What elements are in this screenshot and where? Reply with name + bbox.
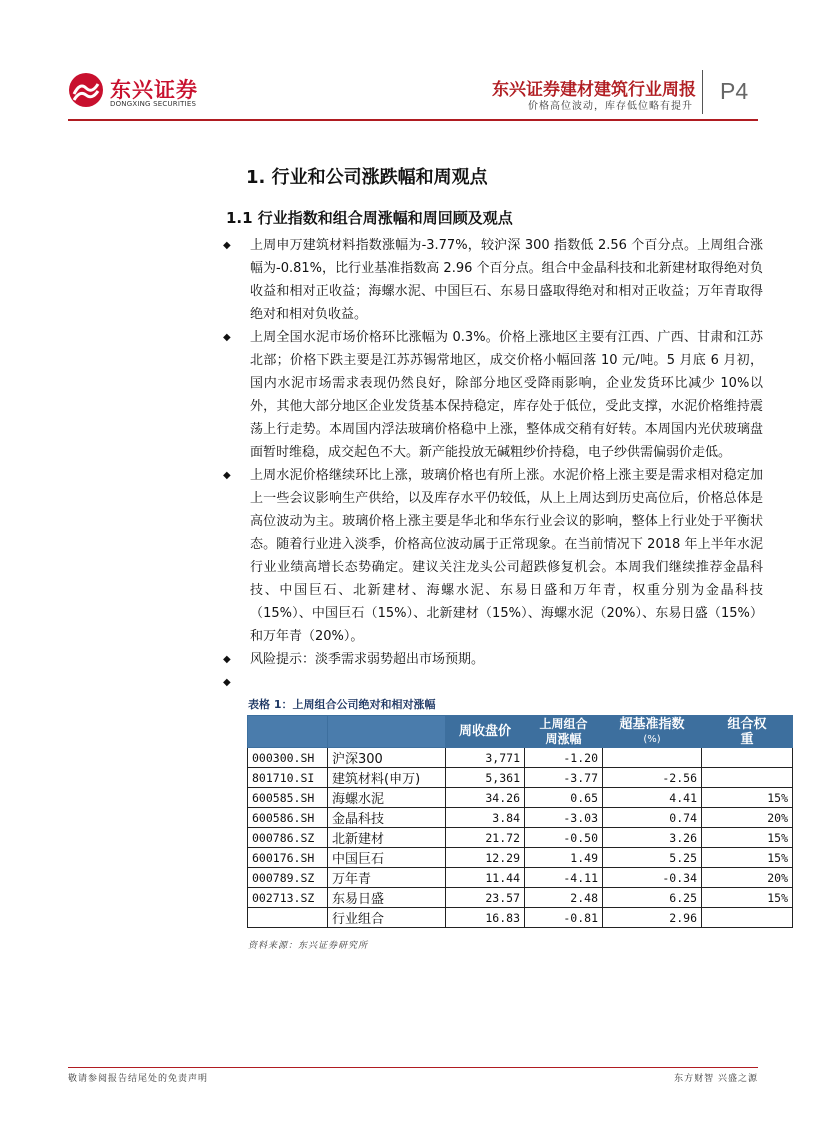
header-divider [702, 70, 703, 114]
diamond-bullet-icon: ◆ [223, 470, 231, 481]
table-row [248, 828, 793, 848]
cell-code: 002713.SZ [248, 888, 328, 908]
cell-code: 000300.SH [248, 748, 328, 768]
table-row [248, 888, 793, 908]
table-row [248, 808, 793, 828]
diamond-bullet-icon: ◆ [223, 332, 231, 343]
diamond-bullet-icon: ◆ [223, 654, 231, 665]
header-name [328, 716, 446, 748]
cell-change: -3.03 [525, 808, 603, 828]
bullet-item [223, 648, 763, 671]
cell-excess: 0.74 [603, 808, 702, 828]
cell-change: 1.49 [525, 848, 603, 868]
cell-name: 建筑材料(申万) [328, 768, 446, 788]
cell-change: -4.11 [525, 868, 603, 888]
cell-code [248, 908, 328, 928]
bullet-item [223, 234, 763, 326]
cell-excess: 4.41 [603, 788, 702, 808]
cell-weight: 15% [702, 788, 793, 808]
diamond-bullet-icon: ◆ [223, 240, 231, 251]
cell-name: 中国巨石 [328, 848, 446, 868]
cell-name: 沪深300 [328, 748, 446, 768]
bullet-list [223, 234, 763, 694]
report-subtitle: 价格高位波动，库存低位略有提升 [528, 101, 693, 112]
bullet-item [223, 464, 763, 648]
portfolio-table [247, 715, 793, 928]
cell-name: 东易日盛 [328, 888, 446, 908]
bullet-text: 上周水泥价格继续环比上涨，玻璃价格也有所上涨。水泥价格上涨主要是需求相对稳定加上一些会议影响生产供给，以及库存水平仍较低，从上上周达到历史高位后，价格总体是高位波动为主。玻璃价格上涨主要是华北和华东行业会议的影响，整体上行业处于平衡状态。随着行业进入淡季，价格高位波动属于正常现象。在当前情况下 2018 年上半年水泥行业业绩高增长态势确定。建议关注龙头公司超跌修复机会。本周我们继续推荐金晶科技、中国巨石、北新建材、海螺水泥、东易日盛和万年青，权重分别为金晶科技（15%）、中国巨石（15%）、北新建材（15%）、海螺水泥（20%）、东易日盛（15%）和万年青（20%）。 [250, 468, 763, 644]
section-heading: 1. 行业和公司涨跌幅和周观点 [246, 167, 488, 188]
cell-excess [603, 748, 702, 768]
cell-close: 34.26 [446, 788, 525, 808]
cell-excess: 2.96 [603, 908, 702, 928]
cell-weight [702, 748, 793, 768]
cell-change: 2.48 [525, 888, 603, 908]
cell-code: 000789.SZ [248, 868, 328, 888]
company-logo [68, 72, 208, 112]
cell-change: -1.20 [525, 748, 603, 768]
table-source: 资料来源：东兴证券研究所 [248, 941, 369, 951]
cell-name: 万年青 [328, 868, 446, 888]
table-header-row [248, 716, 793, 748]
table-row [248, 868, 793, 888]
cell-weight [702, 768, 793, 788]
page-number: P4 [720, 78, 749, 104]
cell-close: 23.57 [446, 888, 525, 908]
cell-close: 3.84 [446, 808, 525, 828]
table-row [248, 748, 793, 768]
table-title: 表格 1：上周组合公司绝对和相对涨幅 [248, 698, 436, 711]
cell-code: 600585.SH [248, 788, 328, 808]
header-weight: 组合权 重 [702, 716, 793, 748]
cell-excess: 5.25 [603, 848, 702, 868]
cell-close: 3,771 [446, 748, 525, 768]
cell-weight: 20% [702, 868, 793, 888]
cell-change: 0.65 [525, 788, 603, 808]
footer-disclaimer: 敬请参阅报告结尾处的免责声明 [68, 1074, 209, 1084]
bullet-text: 上周全国水泥市场价格环比涨幅为 0.3%。价格上涨地区主要有江西、广西、甘肃和江苏北部；价格下跌主要是江苏苏锡常地区，成交价格小幅回落 10 元/吨。5 月底 6 月初，国内水泥市场需求表现仍然良好，除部分地区受降雨影响，企业发货环比减少 10%以外，其他大部分地区企业发货基本保持稳定，库存处于低位，受此支撑，水泥价格维持震荡上行走势。本周国内浮法玻璃价格稳中上涨，整体成交稍有好转。本周国内光伏玻璃盘面暂时维稳，成交起色不大。新产能投放无碱粗纱价持稳，电子纱供需偏弱价走低。 [250, 330, 763, 460]
cell-close: 12.29 [446, 848, 525, 868]
cell-code: 600586.SH [248, 808, 328, 828]
cell-code: 600176.SH [248, 848, 328, 868]
logo-english-text: DONGXING SECURITIES [110, 100, 197, 108]
cell-close: 21.72 [446, 828, 525, 848]
footer-rule [68, 1067, 758, 1068]
cell-weight [702, 908, 793, 928]
cell-code: 000786.SZ [248, 828, 328, 848]
header-code [248, 716, 328, 748]
report-title: 东兴证券建材建筑行业周报 [492, 80, 696, 100]
cell-excess: -0.34 [603, 868, 702, 888]
cell-excess: 6.25 [603, 888, 702, 908]
cell-weight: 15% [702, 888, 793, 908]
logo-text: 东兴证券 [110, 78, 198, 102]
header-close: 周收盘价 [446, 716, 525, 748]
bullet-item [223, 671, 763, 694]
bullet-text: 上周申万建筑材料指数涨幅为-3.77%，较沪深 300 指数低 2.56 个百分点。上周组合涨幅为-0.81%，比行业基准指数高 2.96 个百分点。组合中金晶科技和北新建材取得绝对负收益和相对正收益；海螺水泥、中国巨石、东易日盛取得绝对和相对正收益；万年青取得绝对和相对负收益。 [250, 238, 763, 322]
cell-name: 北新建材 [328, 828, 446, 848]
cell-weight: 20% [702, 808, 793, 828]
cell-close: 16.83 [446, 908, 525, 928]
header-excess: 超基准指数 (%) [603, 716, 702, 748]
table-row [248, 768, 793, 788]
cell-weight: 15% [702, 828, 793, 848]
cell-close: 5,361 [446, 768, 525, 788]
table-row [248, 788, 793, 808]
table-row [248, 848, 793, 868]
cell-change: -3.77 [525, 768, 603, 788]
bullet-item [223, 326, 763, 464]
header-rule [68, 119, 758, 121]
cell-code: 801710.SI [248, 768, 328, 788]
cell-excess: 3.26 [603, 828, 702, 848]
dongxing-logo-icon [68, 72, 104, 108]
header-week-change: 上周组合 周涨幅 [525, 716, 603, 748]
cell-excess: -2.56 [603, 768, 702, 788]
cell-name: 海螺水泥 [328, 788, 446, 808]
table-row-total [248, 908, 793, 928]
cell-name: 行业组合 [328, 908, 446, 928]
cell-change: -0.81 [525, 908, 603, 928]
subsection-heading: 1.1 行业指数和组合周涨幅和周回顾及观点 [226, 209, 513, 227]
diamond-bullet-icon: ◆ [223, 677, 231, 688]
cell-close: 11.44 [446, 868, 525, 888]
cell-change: -0.50 [525, 828, 603, 848]
footer-slogan: 东方财智 兴盛之源 [674, 1074, 758, 1084]
cell-weight: 15% [702, 848, 793, 868]
bullet-text: 风险提示：淡季需求弱势超出市场预期。 [250, 652, 485, 667]
cell-name: 金晶科技 [328, 808, 446, 828]
bullet-text [250, 675, 254, 690]
